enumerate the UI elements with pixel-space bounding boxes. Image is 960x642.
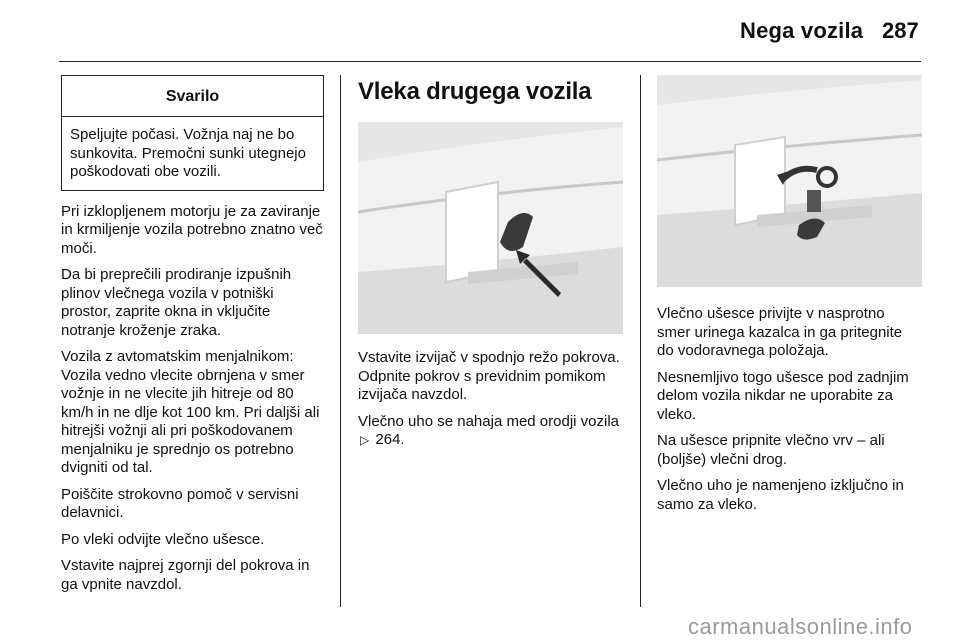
reference-page[interactable]: 264. (375, 431, 405, 448)
paragraph: Da bi preprečili prodiranje izpušnih plinov vlečnega vozila v potniški prostor, zaprite okna in vključite notranje kroženje zraka. (61, 266, 292, 339)
reference-text: Vlečno uho se nahaja med orodji vozila (358, 412, 619, 430)
paragraph: Pri izklopljenem motorju je za zaviranje in krmiljenje vozila potrebno znatno več moči. (61, 202, 323, 257)
column-1 (61, 75, 326, 602)
column-3 (657, 75, 922, 522)
paragraph: Vstavite izvijač v spodnjo režo pokrova. Odpnite pokrov s previdnim pomikom izvijača navzdol. (358, 349, 620, 403)
paragraph: Vlečno ušesce privijte v nasprotno smer urinega kazalca in ga pritegnite do vodoravnega položaja. (657, 305, 903, 359)
bumper-cover-illustration (358, 122, 623, 334)
paragraph: Vstavite najprej zgornji del pokrova in ga vpnite navzdol. (61, 557, 310, 593)
column-divider (640, 75, 641, 607)
paragraph: Vlečno uho je namenjeno izključno in samo za vleko. (657, 477, 904, 513)
warning-title: Svarilo (62, 76, 323, 117)
warning-text: Speljujte počasi. Vožnja naj ne bo sunkovita. Premočni sunki utegnejo poškodovati obe vozili. (70, 126, 306, 180)
paragraph: Vozila z avtomatskim menjalnikom: Vozila vedno vlecite obrnjena v smer vožnje in ne vlecite jih hitreje od 80 km/h in ne dlje kot 100 km. Pri daljši ali hitrejši vožnji ali pri poškodovanem menjalniku je sprednjo os potrebno dvigniti od tal. (61, 348, 320, 476)
paragraph: Na ušesce pripnite vlečno vrv – ali (boljše) vlečni drog. (657, 432, 885, 468)
section-title: Vleka drugega vozila (358, 78, 592, 105)
column-2 (358, 75, 626, 458)
paragraph-with-reference (358, 413, 626, 450)
page-number: 287 (882, 18, 919, 43)
warning-box (61, 75, 324, 191)
chapter-title: Nega vozila (740, 18, 864, 43)
towing-eye-illustration (657, 75, 922, 287)
page-reference-icon[interactable]: ▷ (360, 433, 370, 447)
watermark: carmanualsonline.info (688, 614, 913, 639)
paragraph: Po vleki odvijte vlečno ušesce. (61, 530, 265, 548)
paragraph: Poiščite strokovno pomoč v servisni delavnici. (61, 485, 299, 521)
header-rule (59, 61, 921, 62)
paragraph: Nesnemljivo togo ušesce pod zadnjim delom vozila nikdar ne uporabite za vleko. (657, 368, 909, 423)
column-divider (340, 75, 341, 607)
